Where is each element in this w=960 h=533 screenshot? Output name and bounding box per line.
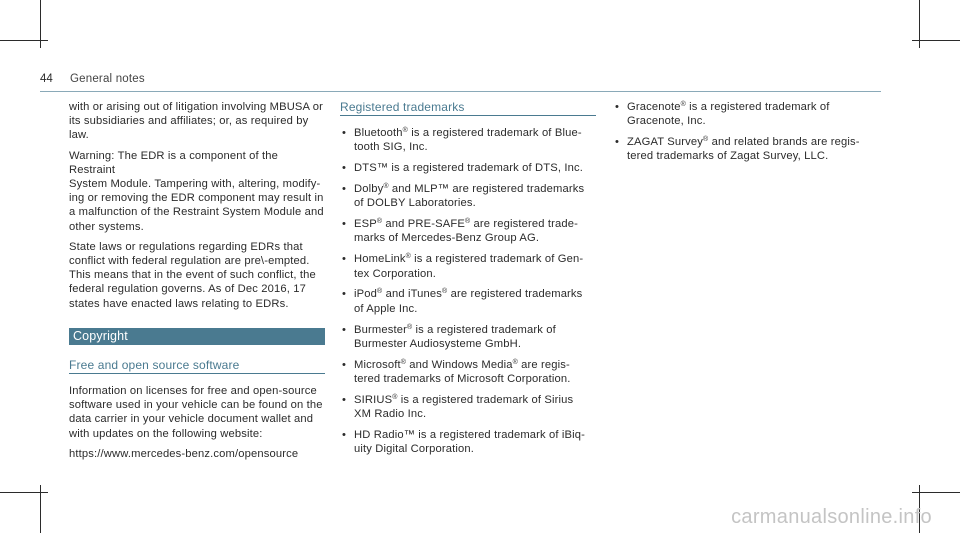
trademark-list-continued (613, 100, 873, 164)
list-item: • Dolby® and MLP™ are registered trademarks of DOLBY Laboratories. (340, 182, 596, 210)
paragraph-licenses: Information on licenses for free and open-source software used in your vehicle can be found on the data carrier in your vehicle document wallet and with updates on the following website: (69, 385, 323, 440)
list-item: • HomeLink® is a registered trademark of Gen- tex Corporation. (340, 252, 596, 280)
section-title-copyright: Copyright (69, 328, 325, 345)
list-item: • iPod® and iTunes® are registered trademarks of Apple Inc. (340, 287, 596, 315)
list-item: • DTS™ is a registered trademark of DTS, Inc. (340, 161, 596, 175)
trademark-list (340, 126, 596, 456)
column-right (613, 100, 873, 170)
list-item: • ESP® and PRE-SAFE® are registered trade- marks of Mercedes-Benz Group AG. (340, 217, 596, 245)
column-left (69, 100, 325, 467)
subheading-trademarks: Registered trademarks (340, 100, 596, 116)
page-header (40, 73, 880, 85)
paragraph-litigation: with or arising out of litigation involving MBUSA or its subsidiaries and affiliates; or, as required by law. (69, 101, 324, 142)
list-item: • Bluetooth® is a registered trademark of Blue- tooth SIG, Inc. (340, 126, 596, 154)
subheading-open-source: Free and open source software (69, 358, 325, 374)
header-rule (40, 91, 881, 92)
watermark: carmanualsonline.info (731, 506, 932, 528)
list-item: • Microsoft® and Windows Media® are regis- tered trademarks of Microsoft Corporation. (340, 358, 596, 386)
running-title: General notes (70, 73, 145, 85)
list-item: • Gracenote® is a registered trademark of Gracenote, Inc. (613, 100, 873, 128)
page-number: 44 (40, 73, 53, 85)
list-item: • HD Radio™ is a registered trademark of iBiq- uity Digital Corporation. (340, 428, 596, 456)
opensource-url[interactable]: https://www.mercedes-benz.com/opensource (69, 447, 299, 460)
list-item: • Burmester® is a registered trademark of Burmester Audiosysteme GmbH. (340, 323, 596, 351)
paragraph-warning: Warning: The EDR is a component of the Restraint System Module. Tampering with, altering, modify- ing or removing the EDR component may result in a malfunction of the Restraint System Module and other systems. (69, 149, 324, 233)
list-item: • ZAGAT Survey® and related brands are regis- tered trademarks of Zagat Survey, LLC. (613, 135, 873, 163)
column-middle (340, 100, 596, 463)
paragraph-state-laws: State laws or regulations regarding EDRs that conflict with federal regulation are pre\-empted. This means that in the event of such conflict, the federal regulation governs. As of Dec 2016, 17 states have enacted laws relating to EDRs. (69, 240, 316, 310)
list-item: • SIRIUS® is a registered trademark of Sirius XM Radio Inc. (340, 393, 596, 421)
